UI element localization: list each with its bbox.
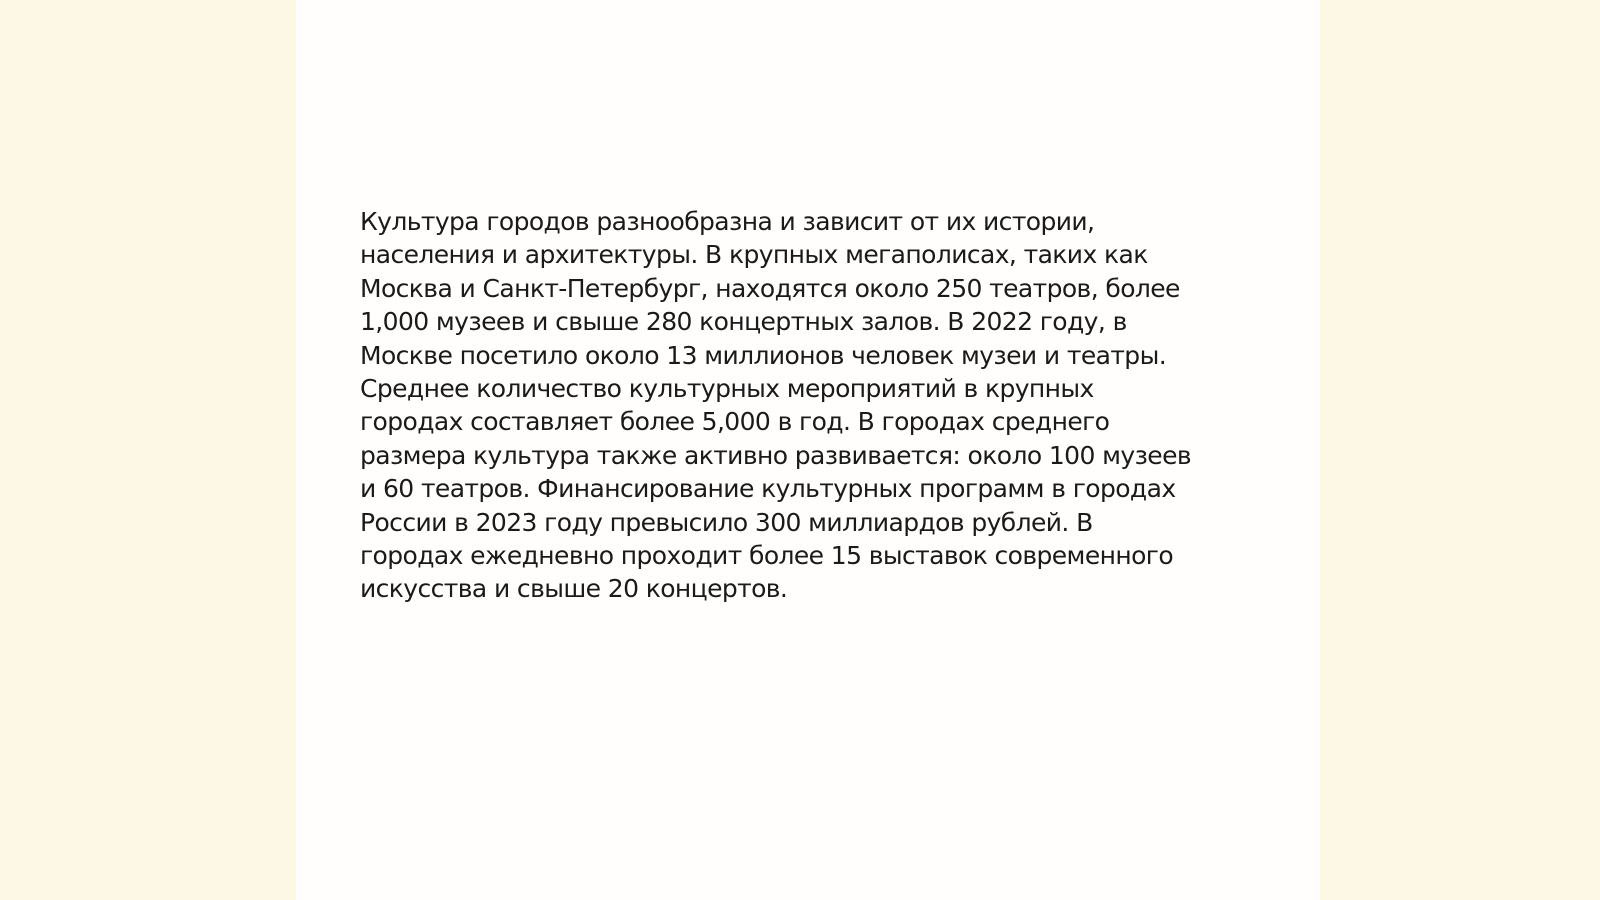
body-paragraph	[360, 205, 1260, 606]
paragraph-line: Культура городов разнообразна и зависит от их истории,	[360, 207, 1095, 236]
paragraph-line: Москва и Санкт-Петербург, находятся около 250 театров, более	[360, 273, 1180, 303]
paragraph-line: России в 2023 году превысило 300 миллиардов рублей. В	[360, 507, 1093, 537]
paragraph-line: искусства и свыше 20 концертов.	[360, 574, 788, 604]
document-page	[296, 0, 1320, 900]
paragraph-line: размера культура также активно развивается: около 100 музеев	[360, 440, 1191, 470]
paragraph-line: и 60 театров. Финансирование культурных программ в городах	[360, 474, 1176, 504]
paragraph-line: 1,000 музеев и свыше 280 концертных залов. В 2022 году, в	[360, 307, 1127, 337]
paragraph-line: городах составляет более 5,000 в год. В городах среднего	[360, 407, 1110, 437]
paragraph-line: городах ежедневно проходит более 15 выставок современного	[360, 541, 1174, 571]
paragraph-line: населения и архитектуры. В крупных мегаполисах, таких как	[360, 240, 1148, 270]
paragraph-line: Среднее количество культурных мероприятий в крупных	[360, 374, 1094, 404]
paragraph-line: Москве посетило около 13 миллионов человек музеи и театры.	[360, 340, 1167, 370]
